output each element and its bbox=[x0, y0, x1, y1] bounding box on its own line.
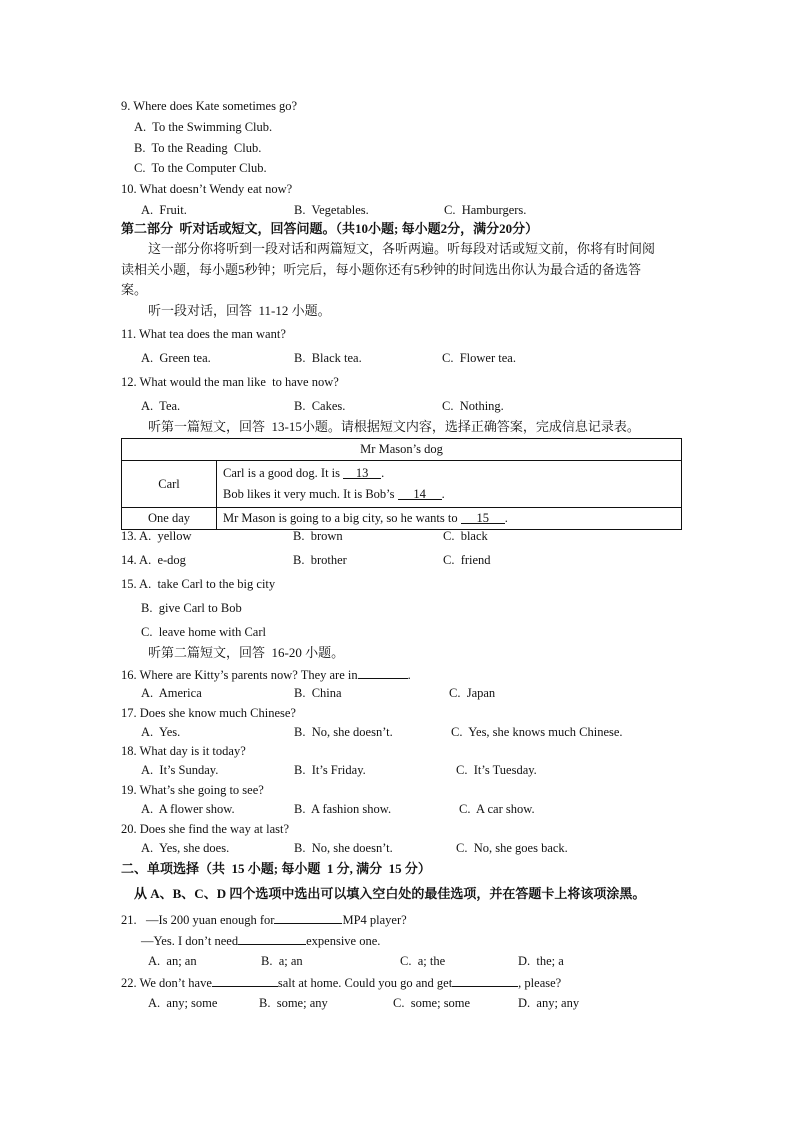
table-row-carl-content bbox=[217, 461, 682, 508]
question-10-stem: 10. What doesn’t Wendy eat now? bbox=[121, 182, 293, 196]
question-10-option-a: A. Fruit. bbox=[141, 203, 187, 217]
question-17-option-a: A. Yes. bbox=[141, 725, 181, 739]
question-11-stem: 11. What tea does the man want? bbox=[121, 327, 286, 341]
question-15-option-c: C. leave home with Carl bbox=[141, 625, 266, 639]
table-header: Mr Mason’s dog bbox=[122, 439, 682, 461]
question-19-option-b: B. A fashion show. bbox=[294, 802, 392, 816]
question-22-option-a: A. any; some bbox=[148, 996, 218, 1010]
question-14-option-a: 14. A. e-dog bbox=[121, 553, 186, 567]
question-14-option-b: B. brother bbox=[293, 553, 347, 567]
blank-15: 15 bbox=[461, 511, 505, 524]
question-21-line2-post: expensive one. bbox=[306, 934, 381, 948]
question-21-option-a: A. an; an bbox=[148, 954, 197, 968]
question-21-stem bbox=[121, 911, 407, 928]
info-record-table bbox=[121, 438, 682, 530]
question-21-line2-pre: —Yes. I don’t need bbox=[141, 934, 239, 948]
question-22-blank-2 bbox=[452, 974, 518, 987]
question-12-option-c: C. Nothing. bbox=[442, 399, 504, 413]
table-row-carl-line1-text: Carl is a good dog. It is bbox=[223, 466, 344, 480]
table-row-carl-line2-text: Bob likes it very much. It is Bob’s bbox=[223, 487, 398, 501]
part2-intro-line2: 读相关小题，每小题5秒钟；听完后，每小题你还有5秒钟的时间选出你认为最合适的备选答 bbox=[121, 262, 642, 277]
part2-intro-line1: 这一部分你将听到一段对话和两篇短文，各听两遍。听每段对话或短文前，你将有时间阅 bbox=[148, 241, 656, 256]
question-10-option-c: C. Hamburgers. bbox=[444, 203, 527, 217]
passage2-note: 听第二篇短文，回答 16-20 小题。 bbox=[148, 645, 345, 660]
question-13-option-a: 13. A. yellow bbox=[121, 529, 192, 543]
question-21-option-c: C. a; the bbox=[400, 954, 446, 968]
part2-intro-line3: 案。 bbox=[121, 282, 148, 297]
question-17-stem: 17. Does she know much Chinese? bbox=[121, 706, 296, 720]
question-21-line2 bbox=[141, 932, 380, 949]
question-11-option-b: B. Black tea. bbox=[294, 351, 362, 365]
question-22-stem bbox=[121, 974, 561, 991]
question-22-option-c: C. some; some bbox=[393, 996, 471, 1010]
table-row-label-carl: Carl bbox=[122, 461, 217, 508]
question-9-option-a: A. To the Swimming Club. bbox=[134, 120, 273, 134]
section2-title: 二、单项选择（共 15 小题; 每小题 1 分, 满分 15 分） bbox=[121, 861, 431, 876]
question-10-option-b: B. Vegetables. bbox=[294, 203, 369, 217]
question-11-option-a: A. Green tea. bbox=[141, 351, 211, 365]
table-row-carl-line1: Carl is a good dog. It is 13 . bbox=[223, 466, 385, 480]
question-16-blank bbox=[358, 666, 408, 679]
question-16-option-a: A. America bbox=[141, 686, 202, 700]
question-16-option-b: B. China bbox=[294, 686, 342, 700]
part2-title: 第二部分 听对话或短文，回答问题。（共10小题; 每小题2分，满分20分） bbox=[121, 221, 539, 236]
dialog-note: 听一段对话，回答 11-12 小题。 bbox=[148, 303, 331, 318]
question-22-stem-mid: salt at home. Could you go and get bbox=[277, 976, 453, 990]
question-16-option-c: C. Japan bbox=[449, 686, 496, 700]
question-22-blank-1 bbox=[212, 974, 278, 987]
question-13-option-c: C. black bbox=[443, 529, 488, 543]
question-15-option-b: B. give Carl to Bob bbox=[141, 601, 242, 615]
question-22-stem-pre: 22. We don’t have bbox=[121, 976, 212, 990]
blank-14: 14 bbox=[398, 487, 442, 500]
question-21-stem-post: MP4 player? bbox=[342, 913, 407, 927]
question-12-option-b: B. Cakes. bbox=[294, 399, 346, 413]
question-22-option-d: D. any; any bbox=[518, 996, 580, 1010]
question-17-option-b: B. No, she doesn’t. bbox=[294, 725, 393, 739]
question-18-option-b: B. It’s Friday. bbox=[294, 763, 366, 777]
question-19-option-a: A. A flower show. bbox=[141, 802, 235, 816]
question-20-option-a: A. Yes, she does. bbox=[141, 841, 230, 855]
question-22-option-b: B. some; any bbox=[259, 996, 328, 1010]
question-22-stem-post: , please? bbox=[518, 976, 562, 990]
question-12-option-a: A. Tea. bbox=[141, 399, 181, 413]
question-19-option-c: C. A car show. bbox=[459, 802, 535, 816]
table-row-label-one-day: One day bbox=[122, 508, 217, 530]
question-21-option-d: D. the; a bbox=[518, 954, 564, 968]
question-14-option-c: C. friend bbox=[443, 553, 491, 567]
question-9-stem: 9. Where does Kate sometimes go? bbox=[121, 99, 298, 113]
question-13-option-b: B. brown bbox=[293, 529, 343, 543]
table-row-carl-line2: Bob likes it very much. It is Bob’s 14 . bbox=[223, 487, 445, 501]
question-20-stem: 20. Does she find the way at last? bbox=[121, 822, 290, 836]
question-9-option-b: B. To the Reading Club. bbox=[134, 141, 262, 155]
question-18-option-c: C. It’s Tuesday. bbox=[456, 763, 537, 777]
section2-instruction: 从 A、B、C、D 四个选项中选出可以填入空白处的最佳选项，并在答题卡上将该项涂黑。 bbox=[134, 886, 646, 901]
question-21-blank-1 bbox=[274, 911, 342, 924]
table-row-one-day-text: Mr Mason is going to a big city, so he wants to bbox=[223, 511, 461, 525]
question-18-option-a: A. It’s Sunday. bbox=[141, 763, 219, 777]
question-20-option-c: C. No, she goes back. bbox=[456, 841, 568, 855]
table-row-one-day-content: Mr Mason is going to a big city, so he wants to 15 . bbox=[217, 508, 682, 530]
question-21-blank-2 bbox=[238, 932, 306, 945]
question-16-stem-text: 16. Where are Kitty’s parents now? They are in bbox=[121, 668, 358, 682]
question-21-option-b: B. a; an bbox=[261, 954, 303, 968]
question-19-stem: 19. What’s she going to see? bbox=[121, 783, 264, 797]
passage1-note: 听第一篇短文，回答 13-15小题。请根据短文内容，选择正确答案，完成信息记录表。 bbox=[148, 419, 640, 434]
question-20-option-b: B. No, she doesn’t. bbox=[294, 841, 393, 855]
blank-13: 13 bbox=[343, 466, 381, 479]
question-18-stem: 18. What day is it today? bbox=[121, 744, 246, 758]
question-9-option-c: C. To the Computer Club. bbox=[134, 161, 267, 175]
question-21-stem-pre: 21. —Is 200 yuan enough for bbox=[121, 913, 275, 927]
question-15-option-a: 15. A. take Carl to the big city bbox=[121, 577, 276, 591]
question-11-option-c: C. Flower tea. bbox=[442, 351, 516, 365]
question-16-stem: 16. Where are Kitty’s parents now? They are in . bbox=[121, 668, 411, 682]
question-12-stem: 12. What would the man like to have now? bbox=[121, 375, 339, 389]
question-17-option-c: C. Yes, she knows much Chinese. bbox=[451, 725, 623, 739]
